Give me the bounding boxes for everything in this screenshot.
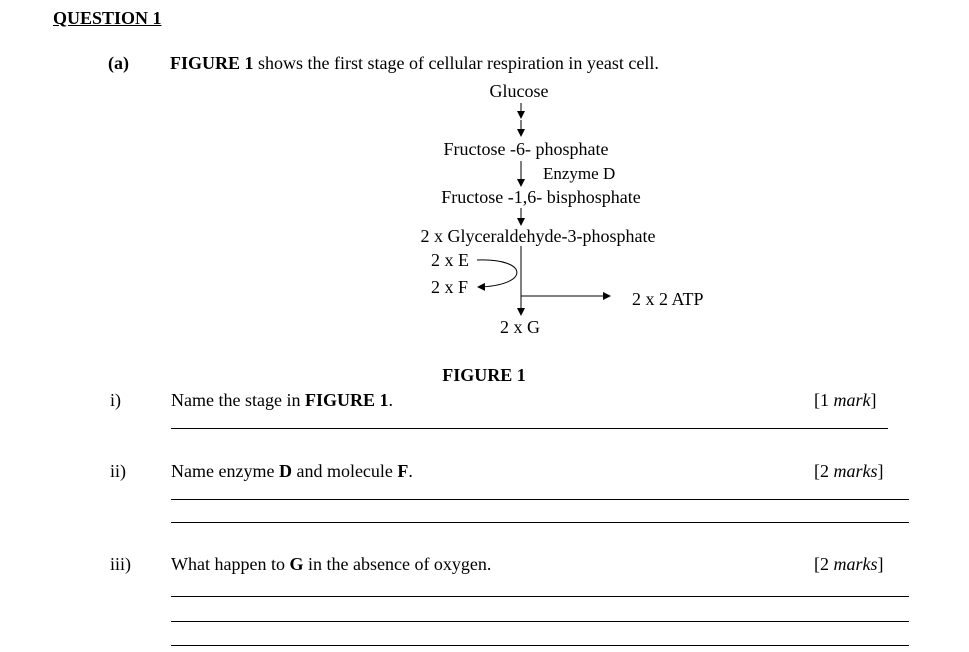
q1-pre: Name the stage in [171,390,305,410]
q2-pre: Name enzyme [171,461,279,481]
intro-rest: shows the first stage of cellular respiration in yeast cell. [253,53,659,73]
e-to-f-curved-arrow [477,260,517,287]
enzyme-label: Enzyme D [543,164,616,183]
q2-bold2: F [397,461,409,481]
answer-line[interactable] [171,596,909,597]
g3p-label: 2 x Glyceraldehyde-3-phosphate [420,226,656,246]
q2-number: ii) [110,461,126,481]
q1-marks-word: mark [833,390,871,410]
q3-number: iii) [110,554,131,574]
intro-bold: FIGURE 1 [170,53,254,73]
g-label: 2 x G [500,317,540,337]
question-title: QUESTION 1 [53,8,162,28]
q2-marks [814,461,884,481]
q3-marks [814,554,884,574]
q3-bold: G [289,554,304,574]
e-label: 2 x E [431,250,469,270]
answer-line[interactable] [171,428,888,429]
q1-marks-close: ] [870,390,877,410]
glucose-label: Glucose [489,81,549,101]
q2-text [171,461,413,481]
q3-marks-close: ] [877,554,884,574]
q3-text [171,554,491,574]
answer-line[interactable] [171,621,909,622]
q2-marks-word: marks [833,461,878,481]
part-a-label: (a) [108,53,129,73]
q2-bold: D [278,461,292,481]
atp-label: 2 x 2 ATP [632,289,704,309]
q1-post: . [388,390,393,410]
f-label: 2 x F [431,277,469,297]
q1-marks [814,390,877,410]
q1-marks-open: [1 [814,390,834,410]
q1-bold: FIGURE 1 [304,390,389,410]
q3-post: in the absence of oxygen. [303,554,492,574]
q1-text [171,390,393,410]
q2-marks-open: [2 [814,461,834,481]
answer-line[interactable] [171,645,909,646]
answer-line[interactable] [171,522,909,523]
q2-post: . [408,461,413,481]
q3-marks-open: [2 [814,554,834,574]
q2-marks-close: ] [877,461,884,481]
figure-caption: FIGURE 1 [442,365,526,385]
q2-mid: and molecule [291,461,398,481]
f6p-label: Fructose -6- phosphate [443,139,609,159]
q3-pre: What happen to [171,554,290,574]
q1-number: i) [110,390,121,410]
answer-line[interactable] [171,499,909,500]
q3-marks-word: marks [833,554,878,574]
f16bp-label: Fructose -1,6- bisphosphate [441,187,641,207]
